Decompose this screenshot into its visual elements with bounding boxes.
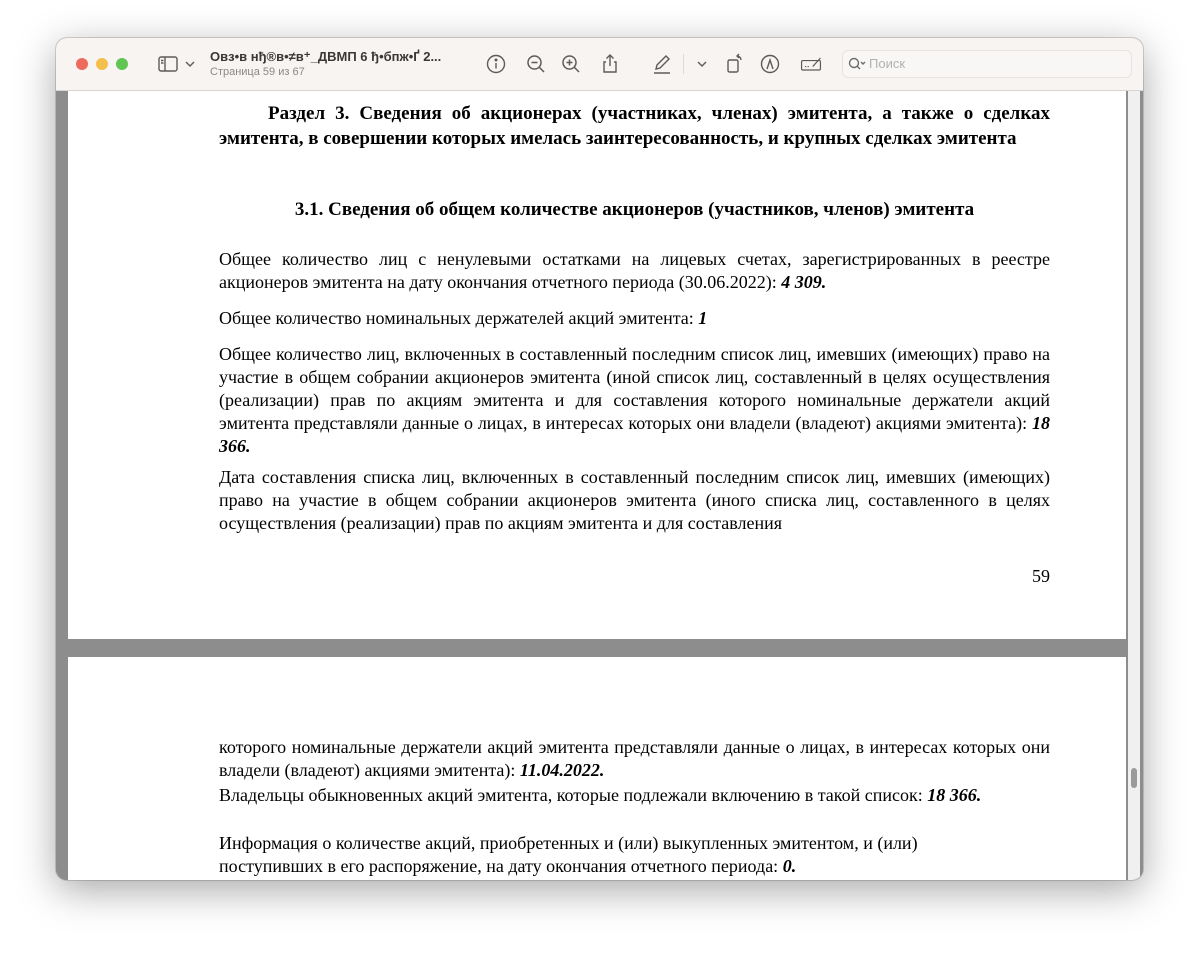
- chevron-down-icon[interactable]: [690, 52, 704, 76]
- list-persons-count: 18 366.: [219, 413, 1050, 456]
- share-icon[interactable]: [598, 52, 622, 76]
- search-icon: [847, 55, 867, 73]
- rotate-icon[interactable]: [723, 52, 747, 76]
- paragraph-text: Владельцы обыкновенных акций эмитента, которые подлежали включению в такой список:: [219, 785, 928, 805]
- zoom-in-icon[interactable]: [559, 52, 583, 76]
- paragraph-text: Общее количество лиц, включенных в составленный последним список лиц, имевших (имеющих) право на участие в общем собрании акционеров эмитента (иной список лиц, составленный в целях осуществления (реализации) прав по акциям эмитента и для составления которого номинальные держатели акций эмитента представляли данные о лицах, в интересах которых они владели (владеют) акциями эмитента):: [219, 344, 1050, 433]
- repurchased-shares-count: 0.: [782, 856, 797, 876]
- sidebar-toggle-icon[interactable]: [156, 52, 180, 76]
- page-indicator: Страница 59 из 67: [210, 66, 305, 78]
- highlight-icon[interactable]: [758, 52, 782, 76]
- section-heading: Раздел 3. Сведения об акционерах (участниках, членах) эмитента, а также о сделках эмитента, в совершении которых имелась заинтересованность, и крупных сделках эмитента: [219, 103, 1050, 149]
- paragraph-text: Дата составления списка лиц, включенных в составленный последним список лиц, имевших (имеющих) право на участие в общем собрании акционеров эмитента (иного списка лиц, составленного в целях осуществления (реализации) прав по акциям эмитента и для составления: [219, 467, 1050, 533]
- preview-window: [56, 38, 1143, 880]
- paragraph: [219, 784, 1050, 807]
- nominee-holders-count: 1: [698, 308, 708, 328]
- signature-icon[interactable]: [799, 52, 827, 76]
- zoom-out-icon[interactable]: [524, 52, 548, 76]
- paragraph: [219, 736, 1050, 782]
- pdf-page-60: [68, 657, 1126, 880]
- markup-pen-icon[interactable]: [650, 52, 674, 76]
- toolbar-divider: [683, 54, 684, 74]
- list-date: 11.04.2022.: [519, 760, 605, 780]
- paragraph-text: которого номинальные держатели акций эмитента представляли данные о лицах, в интересах которых они владели (владеют) акциями эмитента):: [219, 737, 1050, 780]
- subsection-heading: 3.1. Сведения об общем количестве акционеров (участников, членов) эмитента: [294, 199, 975, 220]
- paragraph-text: Общее количество номинальных держателей акций эмитента:: [219, 308, 699, 328]
- shareholders-count: 4 309.: [781, 272, 827, 292]
- close-button[interactable]: [76, 58, 88, 70]
- document-view: [56, 91, 1143, 880]
- document-title: Овз•в нђ®в•≠в⁺_ДВМП 6 ђ•бпж•Ґ 2...: [210, 49, 442, 64]
- paragraph-text: Общее количество лиц с ненулевыми остатками на лицевых счетах, зарегистрированных в реестре акционеров эмитента на дату окончания отчетного периода (30.06.2022):: [219, 249, 1050, 292]
- page-number: 59: [1032, 566, 1050, 586]
- search-input[interactable]: [842, 50, 1132, 78]
- pdf-page-59: [68, 91, 1126, 639]
- search-placeholder: Поиск: [869, 56, 906, 71]
- vertical-scrollbar[interactable]: [1128, 91, 1140, 880]
- chevron-down-icon[interactable]: [178, 52, 192, 76]
- paragraph: [219, 832, 999, 878]
- scrollbar-thumb[interactable]: [1131, 768, 1137, 788]
- minimize-button[interactable]: [96, 58, 108, 70]
- toolbar: [56, 38, 1143, 91]
- ordinary-holders-count: 18 366.: [927, 785, 982, 805]
- info-icon[interactable]: [484, 52, 508, 76]
- paragraph: [219, 307, 1050, 330]
- paragraph: [219, 248, 1050, 294]
- paragraph-text: Информация о количестве акций, приобретенных и (или) выкупленных эмитентом, и (или) поступивших в его распоряжение, на дату окончания отчетного периода:: [219, 833, 918, 876]
- paragraph: [219, 466, 1050, 535]
- zoom-button[interactable]: [116, 58, 128, 70]
- paragraph: [219, 343, 1050, 458]
